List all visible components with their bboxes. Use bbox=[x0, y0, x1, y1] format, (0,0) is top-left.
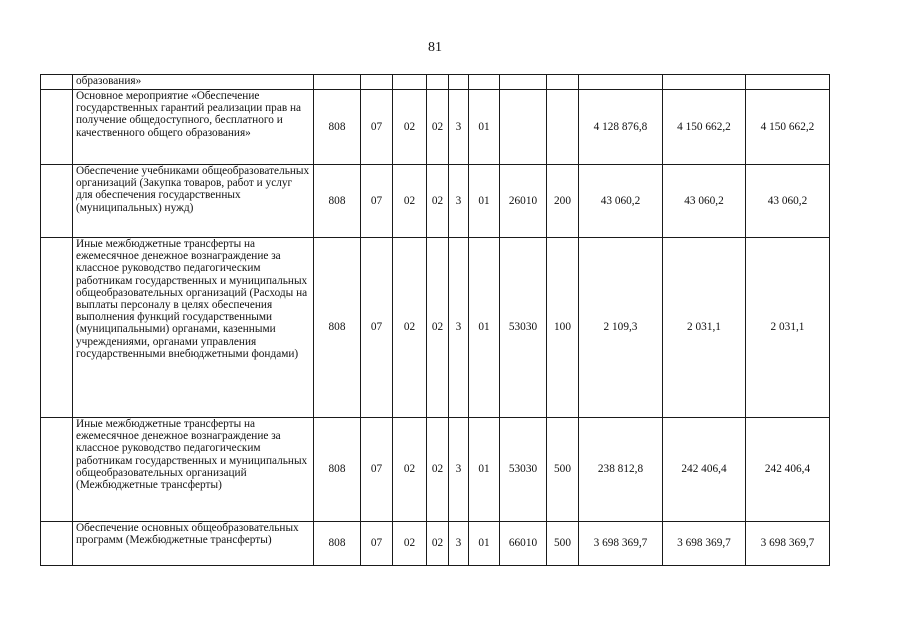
cell-subsection: 02 bbox=[393, 90, 427, 165]
table-row bbox=[41, 75, 830, 90]
cell-amount-year1: 3 698 369,7 bbox=[579, 522, 663, 566]
row-number-cell bbox=[41, 75, 73, 90]
cell-subprogram: 3 bbox=[449, 238, 469, 418]
cell-amount-year1: 238 812,8 bbox=[579, 418, 663, 522]
budget-table bbox=[40, 74, 830, 566]
cell-expense-type: 100 bbox=[547, 238, 579, 418]
cell-direction: 26010 bbox=[500, 165, 547, 238]
cell-expense-type bbox=[547, 75, 579, 90]
cell-amount-year3: 2 031,1 bbox=[746, 238, 830, 418]
row-description: образования» bbox=[73, 75, 314, 90]
table-row bbox=[41, 238, 830, 418]
cell-gov-code: 808 bbox=[314, 165, 361, 238]
row-description: Иные межбюджетные трансферты на ежемесячное денежное вознаграждение за классное руководство педагогическим работникам государственных и муниципальных общеобразовательных организаций (Межбюджетные трансферты) bbox=[73, 418, 314, 522]
cell-main-event: 01 bbox=[469, 238, 500, 418]
row-number-cell bbox=[41, 238, 73, 418]
cell-program: 02 bbox=[427, 90, 449, 165]
cell-program: 02 bbox=[427, 238, 449, 418]
cell-gov-code: 808 bbox=[314, 418, 361, 522]
cell-program bbox=[427, 75, 449, 90]
cell-program: 02 bbox=[427, 165, 449, 238]
cell-amount-year3 bbox=[746, 75, 830, 90]
cell-subprogram: 3 bbox=[449, 418, 469, 522]
cell-subprogram: 3 bbox=[449, 165, 469, 238]
cell-subsection: 02 bbox=[393, 522, 427, 566]
cell-gov-code bbox=[314, 75, 361, 90]
cell-subsection: 02 bbox=[393, 165, 427, 238]
row-description: Иные межбюджетные трансферты на ежемесячное денежное вознаграждение за классное руководство педагогическим работникам государственных и муниципальных общеобразовательных организаций (Расходы на выплаты персоналу в целях обеспечения выполнения функций государственными (муниципальными) органами, казенными учреждениями, органами управления государственными внебюджетными фондами) bbox=[73, 238, 314, 418]
table-row bbox=[41, 165, 830, 238]
cell-gov-code: 808 bbox=[314, 238, 361, 418]
cell-amount-year3: 43 060,2 bbox=[746, 165, 830, 238]
row-description: Обеспечение основных общеобразовательных программ (Межбюджетные трансферты) bbox=[73, 522, 314, 566]
cell-amount-year1: 2 109,3 bbox=[579, 238, 663, 418]
cell-subsection bbox=[393, 75, 427, 90]
table-row bbox=[41, 418, 830, 522]
cell-main-event: 01 bbox=[469, 165, 500, 238]
cell-amount-year2 bbox=[663, 75, 746, 90]
cell-amount-year2: 2 031,1 bbox=[663, 238, 746, 418]
cell-expense-type bbox=[547, 90, 579, 165]
cell-amount-year1: 4 128 876,8 bbox=[579, 90, 663, 165]
cell-subsection: 02 bbox=[393, 418, 427, 522]
cell-amount-year3: 242 406,4 bbox=[746, 418, 830, 522]
cell-amount-year2: 3 698 369,7 bbox=[663, 522, 746, 566]
cell-subprogram: 3 bbox=[449, 522, 469, 566]
cell-gov-code: 808 bbox=[314, 90, 361, 165]
cell-section: 07 bbox=[361, 522, 393, 566]
cell-section: 07 bbox=[361, 90, 393, 165]
cell-gov-code: 808 bbox=[314, 522, 361, 566]
cell-subsection: 02 bbox=[393, 238, 427, 418]
cell-expense-type: 500 bbox=[547, 522, 579, 566]
cell-amount-year3: 3 698 369,7 bbox=[746, 522, 830, 566]
table-row bbox=[41, 90, 830, 165]
row-number-cell bbox=[41, 522, 73, 566]
cell-direction: 53030 bbox=[500, 418, 547, 522]
cell-expense-type: 200 bbox=[547, 165, 579, 238]
row-description: Обеспечение учебниками общеобразовательных организаций (Закупка товаров, работ и услуг для обеспечения государственных (муниципальных) нужд) bbox=[73, 165, 314, 238]
cell-main-event: 01 bbox=[469, 90, 500, 165]
cell-amount-year1: 43 060,2 bbox=[579, 165, 663, 238]
row-description: Основное мероприятие «Обеспечение государственных гарантий реализации прав на получение общедоступного, бесплатного и качественного общего образования» bbox=[73, 90, 314, 165]
cell-direction bbox=[500, 75, 547, 90]
cell-program: 02 bbox=[427, 522, 449, 566]
cell-subprogram bbox=[449, 75, 469, 90]
cell-amount-year2: 4 150 662,2 bbox=[663, 90, 746, 165]
cell-section: 07 bbox=[361, 418, 393, 522]
cell-direction: 53030 bbox=[500, 238, 547, 418]
row-number-cell bbox=[41, 165, 73, 238]
cell-amount-year2: 242 406,4 bbox=[663, 418, 746, 522]
cell-section: 07 bbox=[361, 165, 393, 238]
cell-amount-year3: 4 150 662,2 bbox=[746, 90, 830, 165]
cell-main-event bbox=[469, 75, 500, 90]
cell-expense-type: 500 bbox=[547, 418, 579, 522]
cell-main-event: 01 bbox=[469, 418, 500, 522]
table-row bbox=[41, 522, 830, 566]
page-number: 81 bbox=[428, 40, 442, 55]
cell-direction bbox=[500, 90, 547, 165]
row-number-cell bbox=[41, 90, 73, 165]
cell-direction: 66010 bbox=[500, 522, 547, 566]
cell-amount-year2: 43 060,2 bbox=[663, 165, 746, 238]
cell-amount-year1 bbox=[579, 75, 663, 90]
row-number-cell bbox=[41, 418, 73, 522]
cell-program: 02 bbox=[427, 418, 449, 522]
cell-section: 07 bbox=[361, 238, 393, 418]
cell-section bbox=[361, 75, 393, 90]
cell-subprogram: 3 bbox=[449, 90, 469, 165]
cell-main-event: 01 bbox=[469, 522, 500, 566]
